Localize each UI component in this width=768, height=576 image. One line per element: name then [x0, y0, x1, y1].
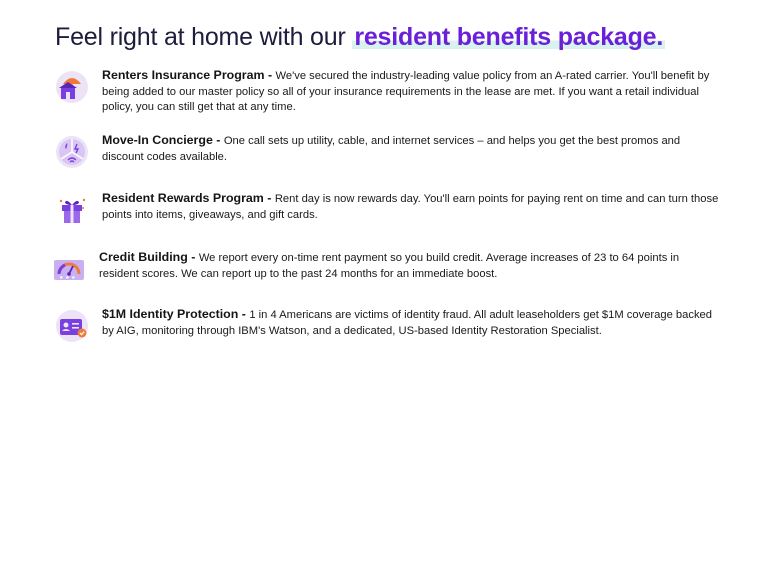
benefit-text [102, 191, 720, 223]
utilities-wheel-icon [55, 135, 89, 169]
benefit-text [102, 307, 720, 339]
benefit-name: Renters Insurance Program - [102, 68, 276, 82]
page-headline [55, 20, 665, 54]
headline-highlight: resident benefits package. [354, 23, 664, 51]
gift-box-icon [55, 193, 89, 227]
benefit-description: One call sets up utility, cable, and internet services – and helps you get the best promos and discount codes available. [102, 135, 681, 163]
benefit-text [99, 250, 717, 282]
headline-lead: Feel right at home with our [55, 23, 346, 51]
benefit-description: We've secured the industry-leading value policy from an A-rated carrier. You'll benefit by being added to our master policy so all of your insurance requirements in the lease are met. If you want a retail individual policy, you can still get that at any time. [102, 70, 710, 113]
benefit-name: Resident Rewards Program - [102, 191, 275, 205]
umbrella-house-icon [55, 70, 89, 104]
benefit-name: $1M Identity Protection - [102, 307, 250, 321]
credit-gauge-icon [52, 252, 86, 286]
svg-text:★ ★ ★: ★ ★ ★ [59, 275, 76, 281]
benefit-description: 1 in 4 Americans are victims of identity fraud. All adult leaseholders get $1M coverage backed by AIG, monitoring through IBM's Watson, and a dedicated, US-based Identity Restoration Specialist. [102, 309, 712, 337]
benefit-text [102, 68, 720, 116]
benefit-text [102, 133, 720, 165]
benefit-description: Rent day is now rewards day. You'll earn points for paying rent on time and can turn those points into items, giveaways, and gift cards. [102, 193, 719, 221]
benefit-name: Credit Building - [99, 250, 199, 264]
id-card-shield-icon [55, 309, 89, 343]
benefit-description: We report every on-time rent payment so you build credit. Average increases of 23 to 64 points in resident scores. We can report up to the past 24 months for an immediate boost. [99, 252, 680, 280]
benefit-name: Move-In Concierge - [102, 133, 224, 147]
